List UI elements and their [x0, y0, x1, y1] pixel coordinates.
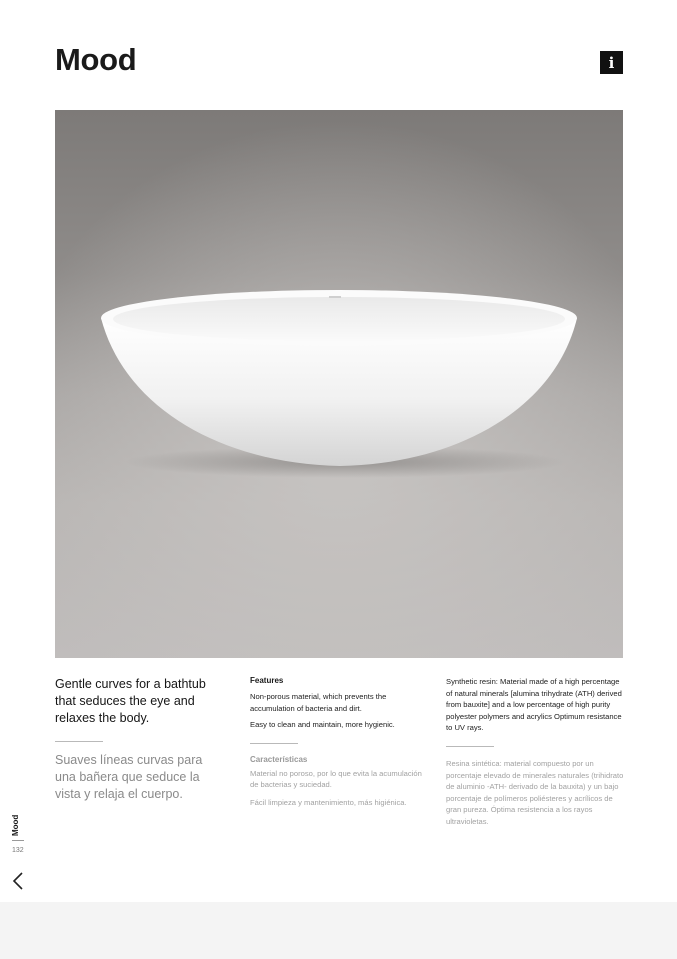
- divider: [446, 746, 494, 747]
- page-title: Mood: [55, 42, 137, 77]
- feature-item-spanish: Fácil limpieza y mantenimiento, más higiénica.: [250, 797, 407, 807]
- info-icon: i: [608, 53, 615, 72]
- tagline-spanish: Suaves líneas curvas para una bañera que seduce la vista y relaja el cuerpo.: [55, 753, 203, 801]
- side-label-text: Mood: [11, 814, 20, 836]
- material-column: [446, 676, 626, 828]
- side-section-label: [11, 812, 23, 836]
- tagline-column: [55, 676, 225, 803]
- feature-item-spanish: Material no poroso, por lo que evita la acumulación de bacterias y suciedad.: [250, 768, 422, 790]
- features-heading: Features: [250, 676, 284, 685]
- features-column: [250, 676, 425, 809]
- page-number: 132: [12, 847, 24, 854]
- back-button[interactable]: [10, 870, 28, 892]
- divider: [55, 741, 103, 742]
- footer-band: [0, 902, 677, 959]
- material-text-english: Synthetic resin: Material made of a high percentage of natural minerals [alumina trihydrate (ATH) derived from bauxite] and a low percentage of high purity polyester polymers and acrylics Optimum resistance to UV rays.: [446, 677, 622, 733]
- feature-item: Easy to clean and maintain, more hygienic.: [250, 720, 395, 730]
- tagline-english: Gentle curves for a bathtub that seduces the eye and relaxes the body.: [55, 677, 206, 725]
- features-heading-spanish: Características: [250, 754, 308, 764]
- material-text-spanish: Resina sintética: material compuesto por un porcentaje elevado de minerales naturales (trihidrato de aluminio -ATH- derivado de la bauxita) y un bajo porcentaje de polímeros poliésteres y acrílicos de gran pureza. Óptima resistencia a los rayos ultravioletas.: [446, 758, 624, 826]
- info-button[interactable]: [600, 51, 623, 74]
- side-divider: [12, 840, 24, 841]
- bathtub-image: [55, 110, 623, 658]
- divider: [250, 743, 298, 744]
- chevron-left-icon: [10, 870, 28, 892]
- product-photo: [55, 110, 623, 658]
- feature-item: Non-porous material, which prevents the accumulation of bacteria and dirt.: [250, 692, 387, 713]
